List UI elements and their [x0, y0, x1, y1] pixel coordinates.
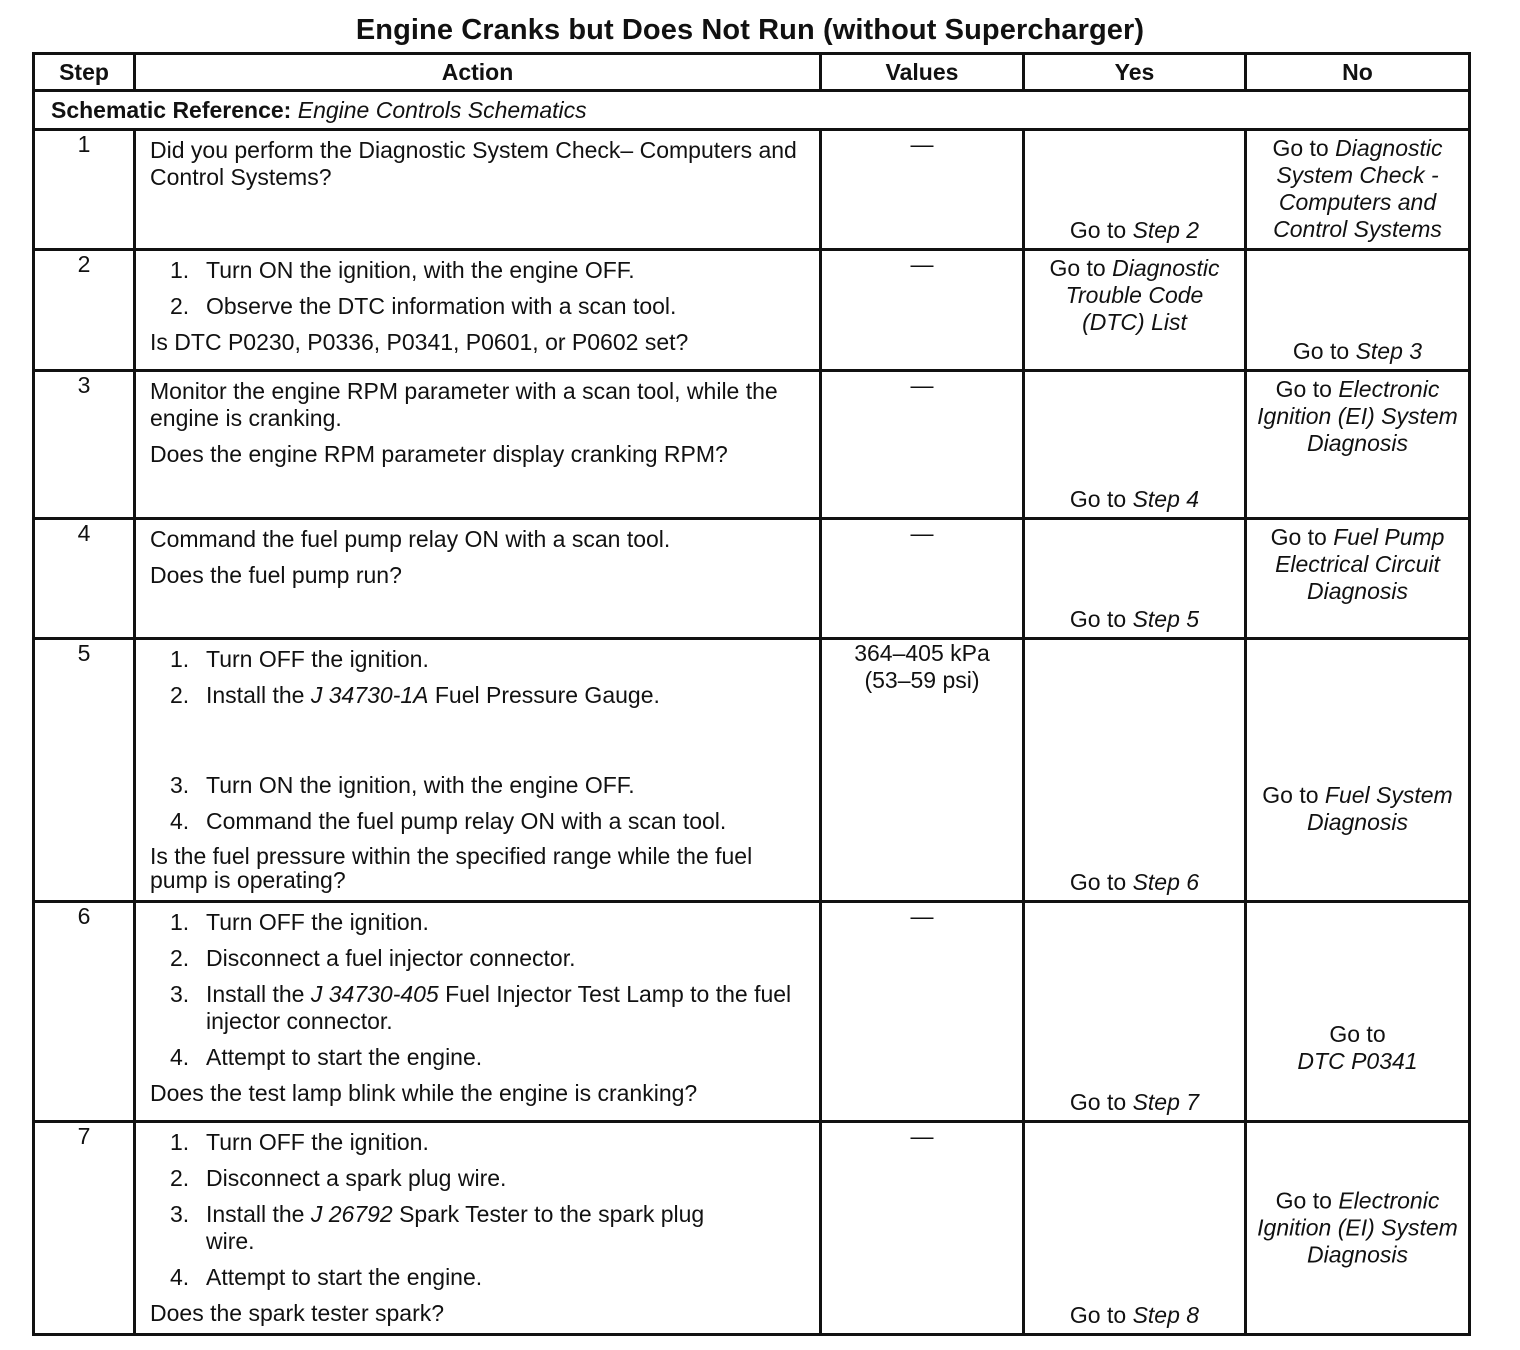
action-step: 4. Command the fuel pump relay ON with a scan tool. [170, 808, 727, 834]
yes-cell [1024, 902, 1246, 1122]
action-step: 1. Turn OFF the ignition. [170, 1129, 429, 1155]
action-instruction: Command the fuel pump relay ON with a scan tool. [150, 526, 671, 552]
go-to-label: Go to [1292, 338, 1350, 364]
action-question: Does the engine RPM parameter display cranking RPM? [150, 441, 728, 467]
column-header-step: Step [34, 54, 135, 91]
column-header-no: No [1246, 54, 1470, 91]
yes-cell [1024, 371, 1246, 519]
action-step: 4. Attempt to start the engine. [170, 1264, 483, 1290]
action-step: 4. Attempt to start the engine. [170, 1044, 483, 1070]
action-step: 3. Turn ON the ignition, with the engine OFF. [170, 772, 635, 798]
action-cell [135, 250, 821, 371]
yes-link[interactable]: Step 5 [1132, 606, 1200, 632]
action-steps-continued [150, 772, 809, 835]
schematic-reference-link[interactable]: Engine Controls Schematics [297, 96, 587, 123]
action-step: 2. Install the J 34730-1A Fuel Pressure Gauge. [170, 682, 660, 708]
value-cell: — [821, 371, 1024, 519]
go-to-label: Go to [1069, 217, 1127, 243]
action-step: 2. Disconnect a spark plug wire. [170, 1165, 507, 1191]
go-to-label: Go to [1329, 1021, 1386, 1047]
go-to-label: Go to [1069, 606, 1127, 632]
yes-link[interactable]: Step 7 [1132, 1089, 1200, 1115]
step-number: 2 [34, 250, 135, 371]
value-cell: — [821, 250, 1024, 371]
action-step: 1. Turn OFF the ignition. [170, 646, 429, 672]
no-link[interactable]: Electronic Ignition (EI) System Diagnosis [1257, 376, 1458, 456]
tool-reference: J 34730-405 [310, 981, 439, 1007]
go-to-label: Go to [1049, 255, 1106, 281]
yes-link[interactable]: Step 4 [1132, 486, 1200, 512]
go-to-label: Go to [1275, 376, 1332, 402]
step-number: 6 [34, 902, 135, 1122]
value-psi: (53–59 psi) [864, 667, 980, 693]
column-header-action: Action [135, 54, 821, 91]
go-to-label: Go to [1270, 524, 1327, 550]
schematic-reference [34, 91, 1470, 130]
action-step: 2. Disconnect a fuel injector connector. [170, 945, 576, 971]
action-step: 1. Turn ON the ignition, with the engine OFF. [170, 257, 635, 283]
action-steps [150, 257, 809, 320]
step-number: 3 [34, 371, 135, 519]
yes-cell [1024, 519, 1246, 639]
table-row [34, 130, 1470, 250]
action-question: Does the fuel pump run? [150, 562, 402, 588]
blank-space [150, 718, 809, 772]
value-cell: — [821, 902, 1024, 1122]
yes-cell [1024, 639, 1246, 902]
table-row [34, 519, 1470, 639]
action-cell [135, 902, 821, 1122]
action-step: 3. Install the J 34730-405 Fuel Injector Test Lamp to the fuel injector connector. [170, 981, 792, 1034]
no-link[interactable]: Fuel System Diagnosis [1307, 782, 1453, 835]
step-number: 4 [34, 519, 135, 639]
value-cell [821, 639, 1024, 902]
table-row [34, 371, 1470, 519]
step-number: 5 [34, 639, 135, 902]
go-to-label: Go to [1069, 1302, 1127, 1328]
tool-reference: J 34730-1A [310, 682, 429, 708]
no-cell [1246, 1122, 1470, 1335]
no-link[interactable]: Electronic Ignition (EI) System Diagnosis [1257, 1187, 1458, 1268]
action-step: 3. Install the J 26792 Spark Tester to the spark plug wire. [170, 1201, 705, 1254]
action-steps [150, 1129, 809, 1291]
action-question: Does the spark tester spark? [150, 1300, 445, 1326]
action-cell [135, 371, 821, 519]
go-to-label: Go to [1272, 135, 1329, 161]
yes-link[interactable]: Step 8 [1132, 1302, 1200, 1328]
action-question: Did you perform the Diagnostic System Check– Computers and Control Systems? [150, 137, 797, 190]
yes-cell [1024, 250, 1246, 371]
action-step: 1. Turn OFF the ignition. [170, 909, 429, 935]
action-cell [135, 519, 821, 639]
table-row [34, 639, 1470, 902]
action-step: 2. Observe the DTC information with a scan tool. [170, 293, 677, 319]
no-link[interactable]: Fuel Pump Electrical Circuit Diagnosis [1275, 524, 1445, 604]
no-cell [1246, 371, 1470, 519]
go-to-label: Go to [1262, 782, 1319, 808]
action-steps [150, 646, 809, 709]
table-header-row [34, 54, 1470, 91]
action-instruction: Monitor the engine RPM parameter with a scan tool, while the engine is cranking. [150, 378, 778, 431]
yes-cell [1024, 130, 1246, 250]
value-cell: — [821, 519, 1024, 639]
action-steps [150, 909, 809, 1071]
schematic-reference-row [34, 91, 1470, 130]
go-to-label: Go to [1069, 486, 1127, 512]
table-row [34, 1122, 1470, 1335]
no-cell [1246, 902, 1470, 1122]
action-question: Is DTC P0230, P0336, P0341, P0601, or P0602 set? [150, 329, 689, 355]
action-cell [135, 1122, 821, 1335]
no-link[interactable]: Step 3 [1355, 338, 1423, 364]
go-to-label: Go to [1275, 1187, 1332, 1214]
table-row [34, 250, 1470, 371]
action-question: Does the test lamp blink while the engine is cranking? [150, 1080, 698, 1106]
diagnostic-table [32, 52, 1471, 1336]
no-link[interactable]: DTC P0341 [1297, 1048, 1418, 1074]
value-cell: — [821, 1122, 1024, 1335]
column-header-values: Values [821, 54, 1024, 91]
go-to-label: Go to [1069, 869, 1127, 895]
action-question: Is the fuel pressure within the specified range while the fuel pump is operating? [150, 843, 753, 893]
no-cell [1246, 639, 1470, 902]
no-cell [1246, 130, 1470, 250]
go-to-label: Go to [1069, 1089, 1127, 1115]
step-number: 7 [34, 1122, 135, 1335]
action-cell [135, 130, 821, 250]
value-kpa: 364–405 kPa [854, 640, 990, 666]
no-link[interactable]: Diagnostic System Check - Computers and Control Systems [1273, 135, 1443, 242]
value-cell: — [821, 130, 1024, 250]
yes-link[interactable]: Diagnostic Trouble Code (DTC) List [1065, 255, 1220, 335]
yes-cell [1024, 1122, 1246, 1335]
column-header-yes: Yes [1024, 54, 1246, 91]
step-number: 1 [34, 130, 135, 250]
yes-link[interactable]: Step 2 [1132, 217, 1200, 243]
action-cell [135, 639, 821, 902]
no-cell [1246, 519, 1470, 639]
tool-reference: J 26792 [310, 1201, 393, 1227]
schematic-reference-label: Schematic Reference: [51, 96, 292, 123]
table-row [34, 902, 1470, 1122]
yes-link[interactable]: Step 6 [1132, 869, 1200, 895]
page-title: Engine Cranks but Does Not Run (without Supercharger) [355, 14, 1145, 46]
no-cell [1246, 250, 1470, 371]
